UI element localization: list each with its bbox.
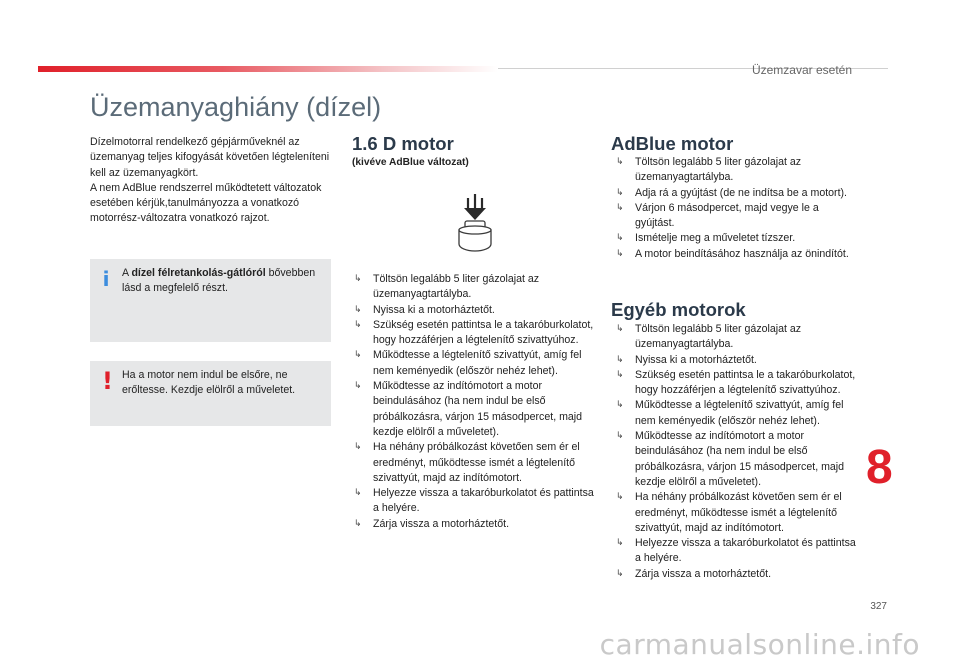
- list-item: ↳ Szükség esetén pattintsa le a takaróburkolatot, hogy hozzáférjen a légtelenítő szivattyúhoz.: [352, 318, 597, 349]
- intro-text: [90, 135, 330, 227]
- list-item: ↳ Helyezze vissza a takaróburkolatot és pattintsa a helyére.: [614, 536, 862, 567]
- list-item: ↳ Zárja vissza a motorháztetőt.: [614, 567, 862, 582]
- list-item: ↳ Töltsön legalább 5 liter gázolajat az üzemanyagtartályba.: [352, 272, 597, 303]
- heading-1-6-d-motor: 1.6 D motor: [352, 133, 454, 154]
- list-item: ↳ Működtesse az indítómotort a motor beindulásához (ha nem indul be első próbálkozásra, várjon 15 másodpercet, majd kezdje elölről a műveletet).: [614, 429, 862, 490]
- section-header: Üzemzavar esetén: [751, 63, 852, 77]
- watermark: carmanualsonline.info: [599, 628, 920, 661]
- list-item: ↳ Zárja vissza a motorháztetőt.: [352, 517, 597, 532]
- list-item: ↳ Töltsön legalább 5 liter gázolajat az üzemanyagtartályba.: [614, 155, 859, 186]
- adblue-exception-note: (kivéve AdBlue változat): [352, 157, 469, 168]
- warning-icon: !: [102, 367, 113, 395]
- page-number: 327: [870, 601, 887, 612]
- list-item: ↳ Nyissa ki a motorháztetőt.: [614, 353, 862, 368]
- list-item: ↳ Töltsön legalább 5 liter gázolajat az üzemanyagtartályba.: [614, 322, 862, 353]
- list-item: ↳ A motor beindításához használja az önindítót.: [614, 247, 859, 262]
- list-item: ↳ Nyissa ki a motorháztetőt.: [352, 303, 597, 318]
- info-box-text: [122, 266, 322, 297]
- list-item: ↳ Helyezze vissza a takaróburkolatot és pattintsa a helyére.: [352, 486, 597, 517]
- header-accent-bar: [38, 66, 498, 72]
- list-item: ↳ Működtesse az indítómotort a motor beindulásához (ha nem indul be első próbálkozásra, várjon 15 másodpercet, majd kezdje elölről a műveletet).: [352, 379, 597, 440]
- diesel-steps-list: [352, 272, 597, 532]
- info-box: [90, 259, 331, 342]
- list-item: ↳ Működtesse a légtelenítő szivattyút, amíg fel nem keményedik (először nehéz lehet).: [352, 348, 597, 379]
- info-text-bold: dízel félretankolás-gátlóról: [131, 267, 266, 279]
- intro-paragraph-1: Dízelmotorral rendelkező gépjárműveknél az üzemanyag teljes kifogyását követően légteleníteni kell az üzemanyagkört.: [90, 136, 330, 179]
- page-title: Üzemanyaghiány (dízel): [90, 92, 382, 122]
- adblue-steps-list: [614, 155, 859, 262]
- list-item: ↳ Szükség esetén pattintsa le a takaróburkolatot, hogy hozzáférjen a légtelenítő szivattyúhoz.: [614, 368, 862, 399]
- info-icon: i: [102, 267, 110, 291]
- intro-paragraph-2: A nem AdBlue rendszerrel működtetett változatok esetében kérjük,tanulmányozza a vonatkozó motorrész-változatra vonatkozó rajzot.: [90, 181, 322, 225]
- list-item: ↳ Működtesse a légtelenítő szivattyút, amíg fel nem keményedik (először nehéz lehet).: [614, 398, 862, 429]
- other-steps-list: [614, 322, 862, 582]
- list-item: ↳ Várjon 6 másodpercet, majd vegye le a gyújtást.: [614, 201, 859, 232]
- list-item: ↳ Ha néhány próbálkozást követően sem ér el eredményt, működtesse ismét a légtelenítő szivattyút, majd az indítómotort.: [352, 440, 597, 486]
- list-item: ↳ Ismételje meg a műveletet tízszer.: [614, 231, 859, 246]
- list-item: ↳ Ha néhány próbálkozást követően sem ér el eredményt, működtesse ismét a légtelenítő szivattyút, majd az indítómotort.: [614, 490, 862, 536]
- chapter-number: 8: [866, 441, 893, 494]
- heading-other-engines: Egyéb motorok: [611, 299, 746, 320]
- warning-box: [90, 361, 331, 426]
- heading-adblue-motor: AdBlue motor: [611, 133, 734, 154]
- warning-box-text: Ha a motor nem indul be elsőre, ne erőltesse. Kezdje elölről a műveletet.: [122, 369, 296, 397]
- fuel-pump-primer-icon: [447, 192, 503, 260]
- info-text-pre: A: [122, 267, 132, 279]
- info-text-post: bővebben lásd a megfelelő részt.: [122, 267, 316, 295]
- list-item: ↳ Adja rá a gyújtást (de ne indítsa be a motort).: [614, 186, 859, 201]
